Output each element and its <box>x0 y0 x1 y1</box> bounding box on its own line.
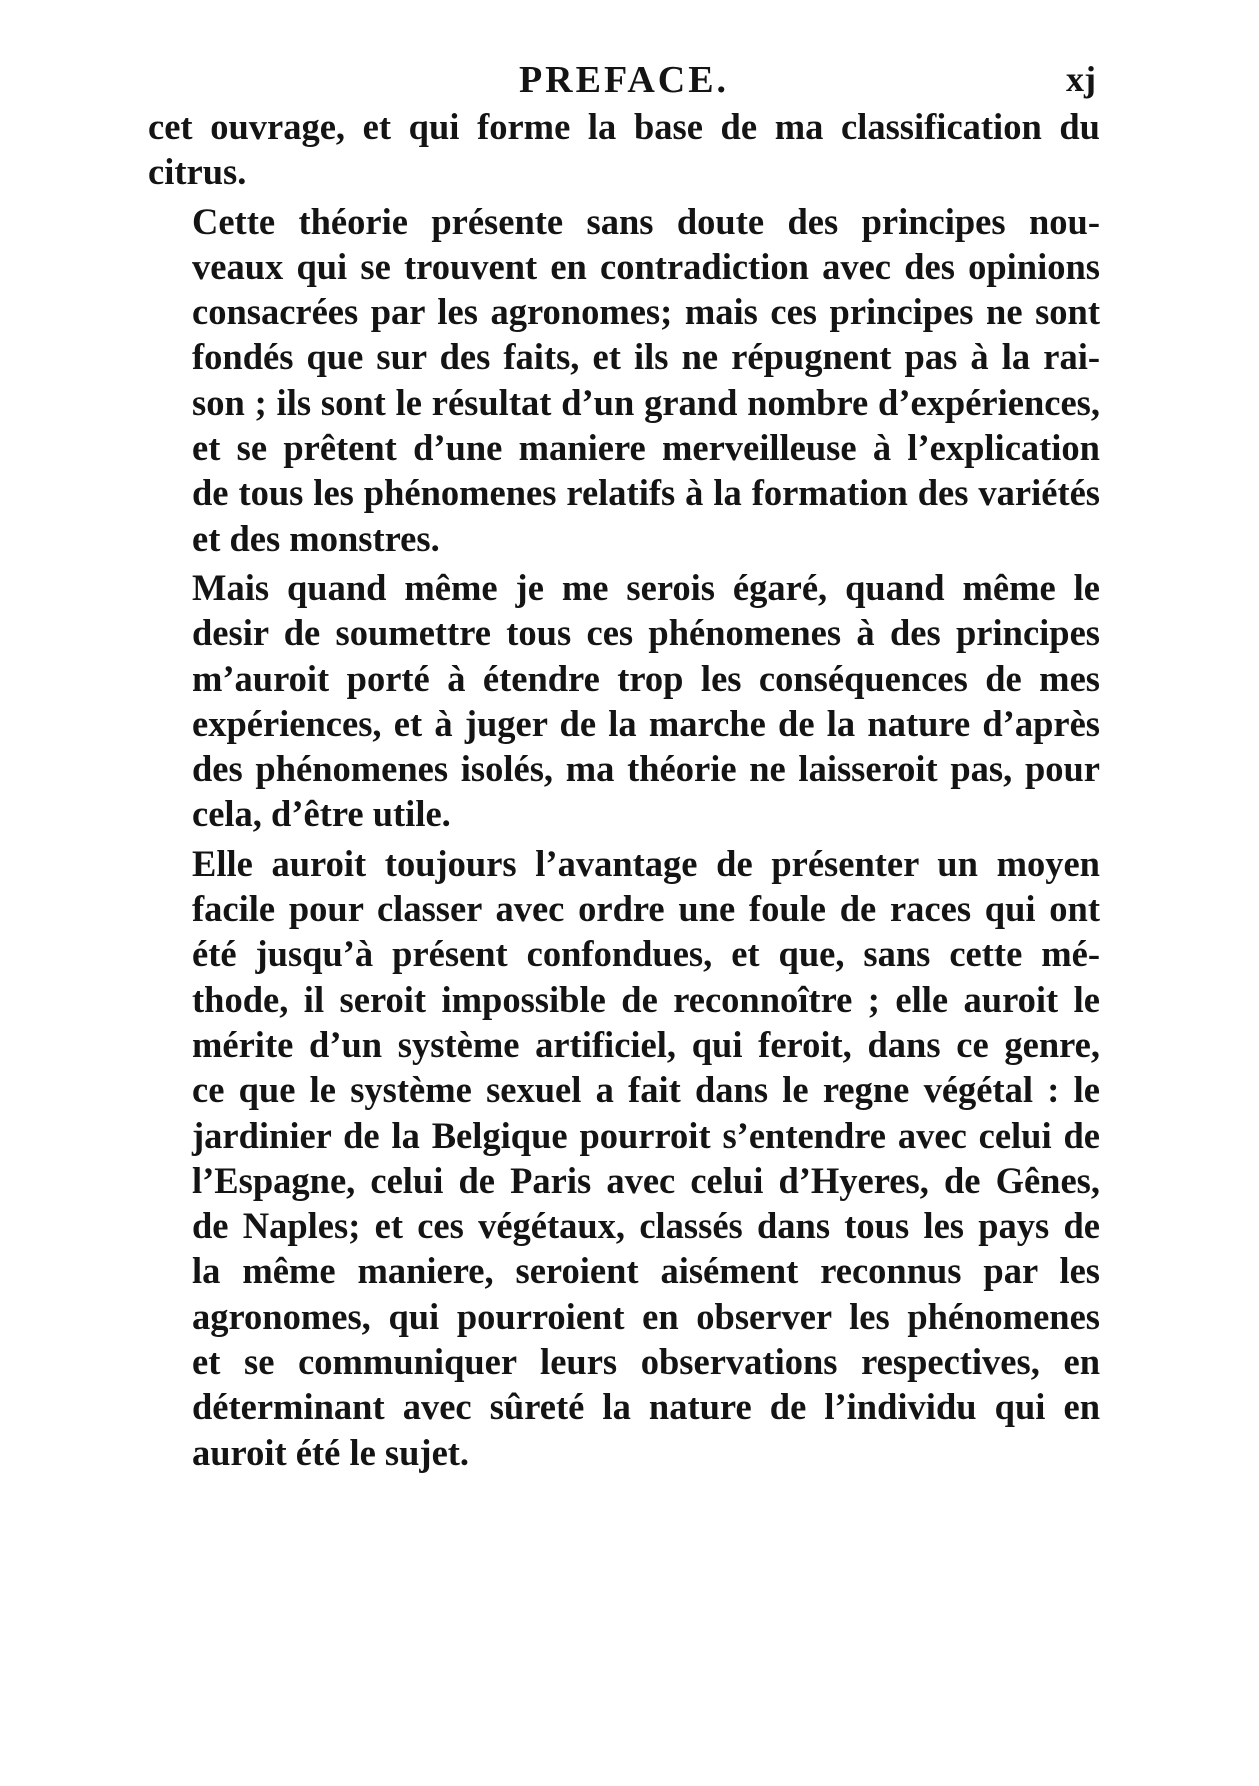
text-line: de Naples; et ces végétaux, classés dans tous les pays de <box>192 1205 1100 1247</box>
text-line: desir de soumettre tous ces phénomenes à des principes <box>192 612 1100 654</box>
text-line: fondés que sur des faits, et ils ne répugnent pas à la rai- <box>192 336 1100 378</box>
text-line: Mais quand même je me serois égaré, quand même le <box>192 566 1100 608</box>
paragraph <box>148 565 1100 837</box>
text-line: la même maniere, seroient aisément reconnus par les <box>192 1250 1100 1292</box>
text-line: facile pour classer avec ordre une foule de races qui ont <box>192 888 1100 930</box>
text-line: Cette théorie présente sans doute des principes nou- <box>192 200 1100 242</box>
text-line: été jusqu’à présent confondues, et que, sans cette mé- <box>192 933 1100 975</box>
text-line: veaux qui se trouvent en contradiction avec des opinions <box>192 245 1100 287</box>
text-line: citrus. <box>148 151 247 193</box>
running-head <box>148 54 1100 104</box>
text-line: mérite d’un système artificiel, qui feroit, dans ce genre, <box>192 1023 1100 1065</box>
text-line: déterminant avec sûreté la nature de l’individu qui en <box>192 1386 1100 1428</box>
text-line: et se prêtent d’une maniere merveilleuse à l’explication <box>192 427 1100 469</box>
text-line: ce que le système sexuel a fait dans le regne végétal : le <box>192 1069 1100 1111</box>
body-text <box>148 104 1100 1479</box>
page-number: xj <box>1066 59 1096 99</box>
paragraph <box>148 199 1100 561</box>
paragraph <box>148 841 1100 1475</box>
text-line: auroit été le sujet. <box>192 1431 470 1473</box>
page-title: PREFACE. <box>518 59 730 101</box>
text-line: des phénomenes isolés, ma théorie ne laisseroit pas, pour <box>192 748 1100 790</box>
text-line: agronomes, qui pourroient en observer les phénomenes <box>192 1295 1100 1337</box>
text-line: thode, il seroit impossible de reconnoître ; elle auroit le <box>192 978 1100 1020</box>
text-line: et se communiquer leurs observations respectives, en <box>192 1341 1100 1383</box>
text-line: de tous les phénomenes relatifs à la formation des variétés <box>192 472 1100 514</box>
text-line: m’auroit porté à étendre trop les conséquences de mes <box>192 657 1100 699</box>
text-line: son ; ils sont le résultat d’un grand nombre d’expériences, <box>192 381 1100 423</box>
text-line: Elle auroit toujours l’avantage de présenter un moyen <box>192 842 1100 884</box>
text-line: jardinier de la Belgique pourroit s’entendre avec celui de <box>192 1114 1100 1156</box>
paragraph <box>148 104 1100 195</box>
text-line: et des monstres. <box>192 517 440 559</box>
text-line: cet ouvrage, et qui forme la base de ma classification du <box>148 106 1100 147</box>
text-line: cela, d’être utile. <box>192 793 451 835</box>
text-line: expériences, et à juger de la marche de la nature d’après <box>192 702 1100 744</box>
text-line: l’Espagne, celui de Paris avec celui d’Hyeres, de Gênes, <box>192 1159 1100 1201</box>
text-line: consacrées par les agronomes; mais ces principes ne sont <box>192 291 1100 333</box>
